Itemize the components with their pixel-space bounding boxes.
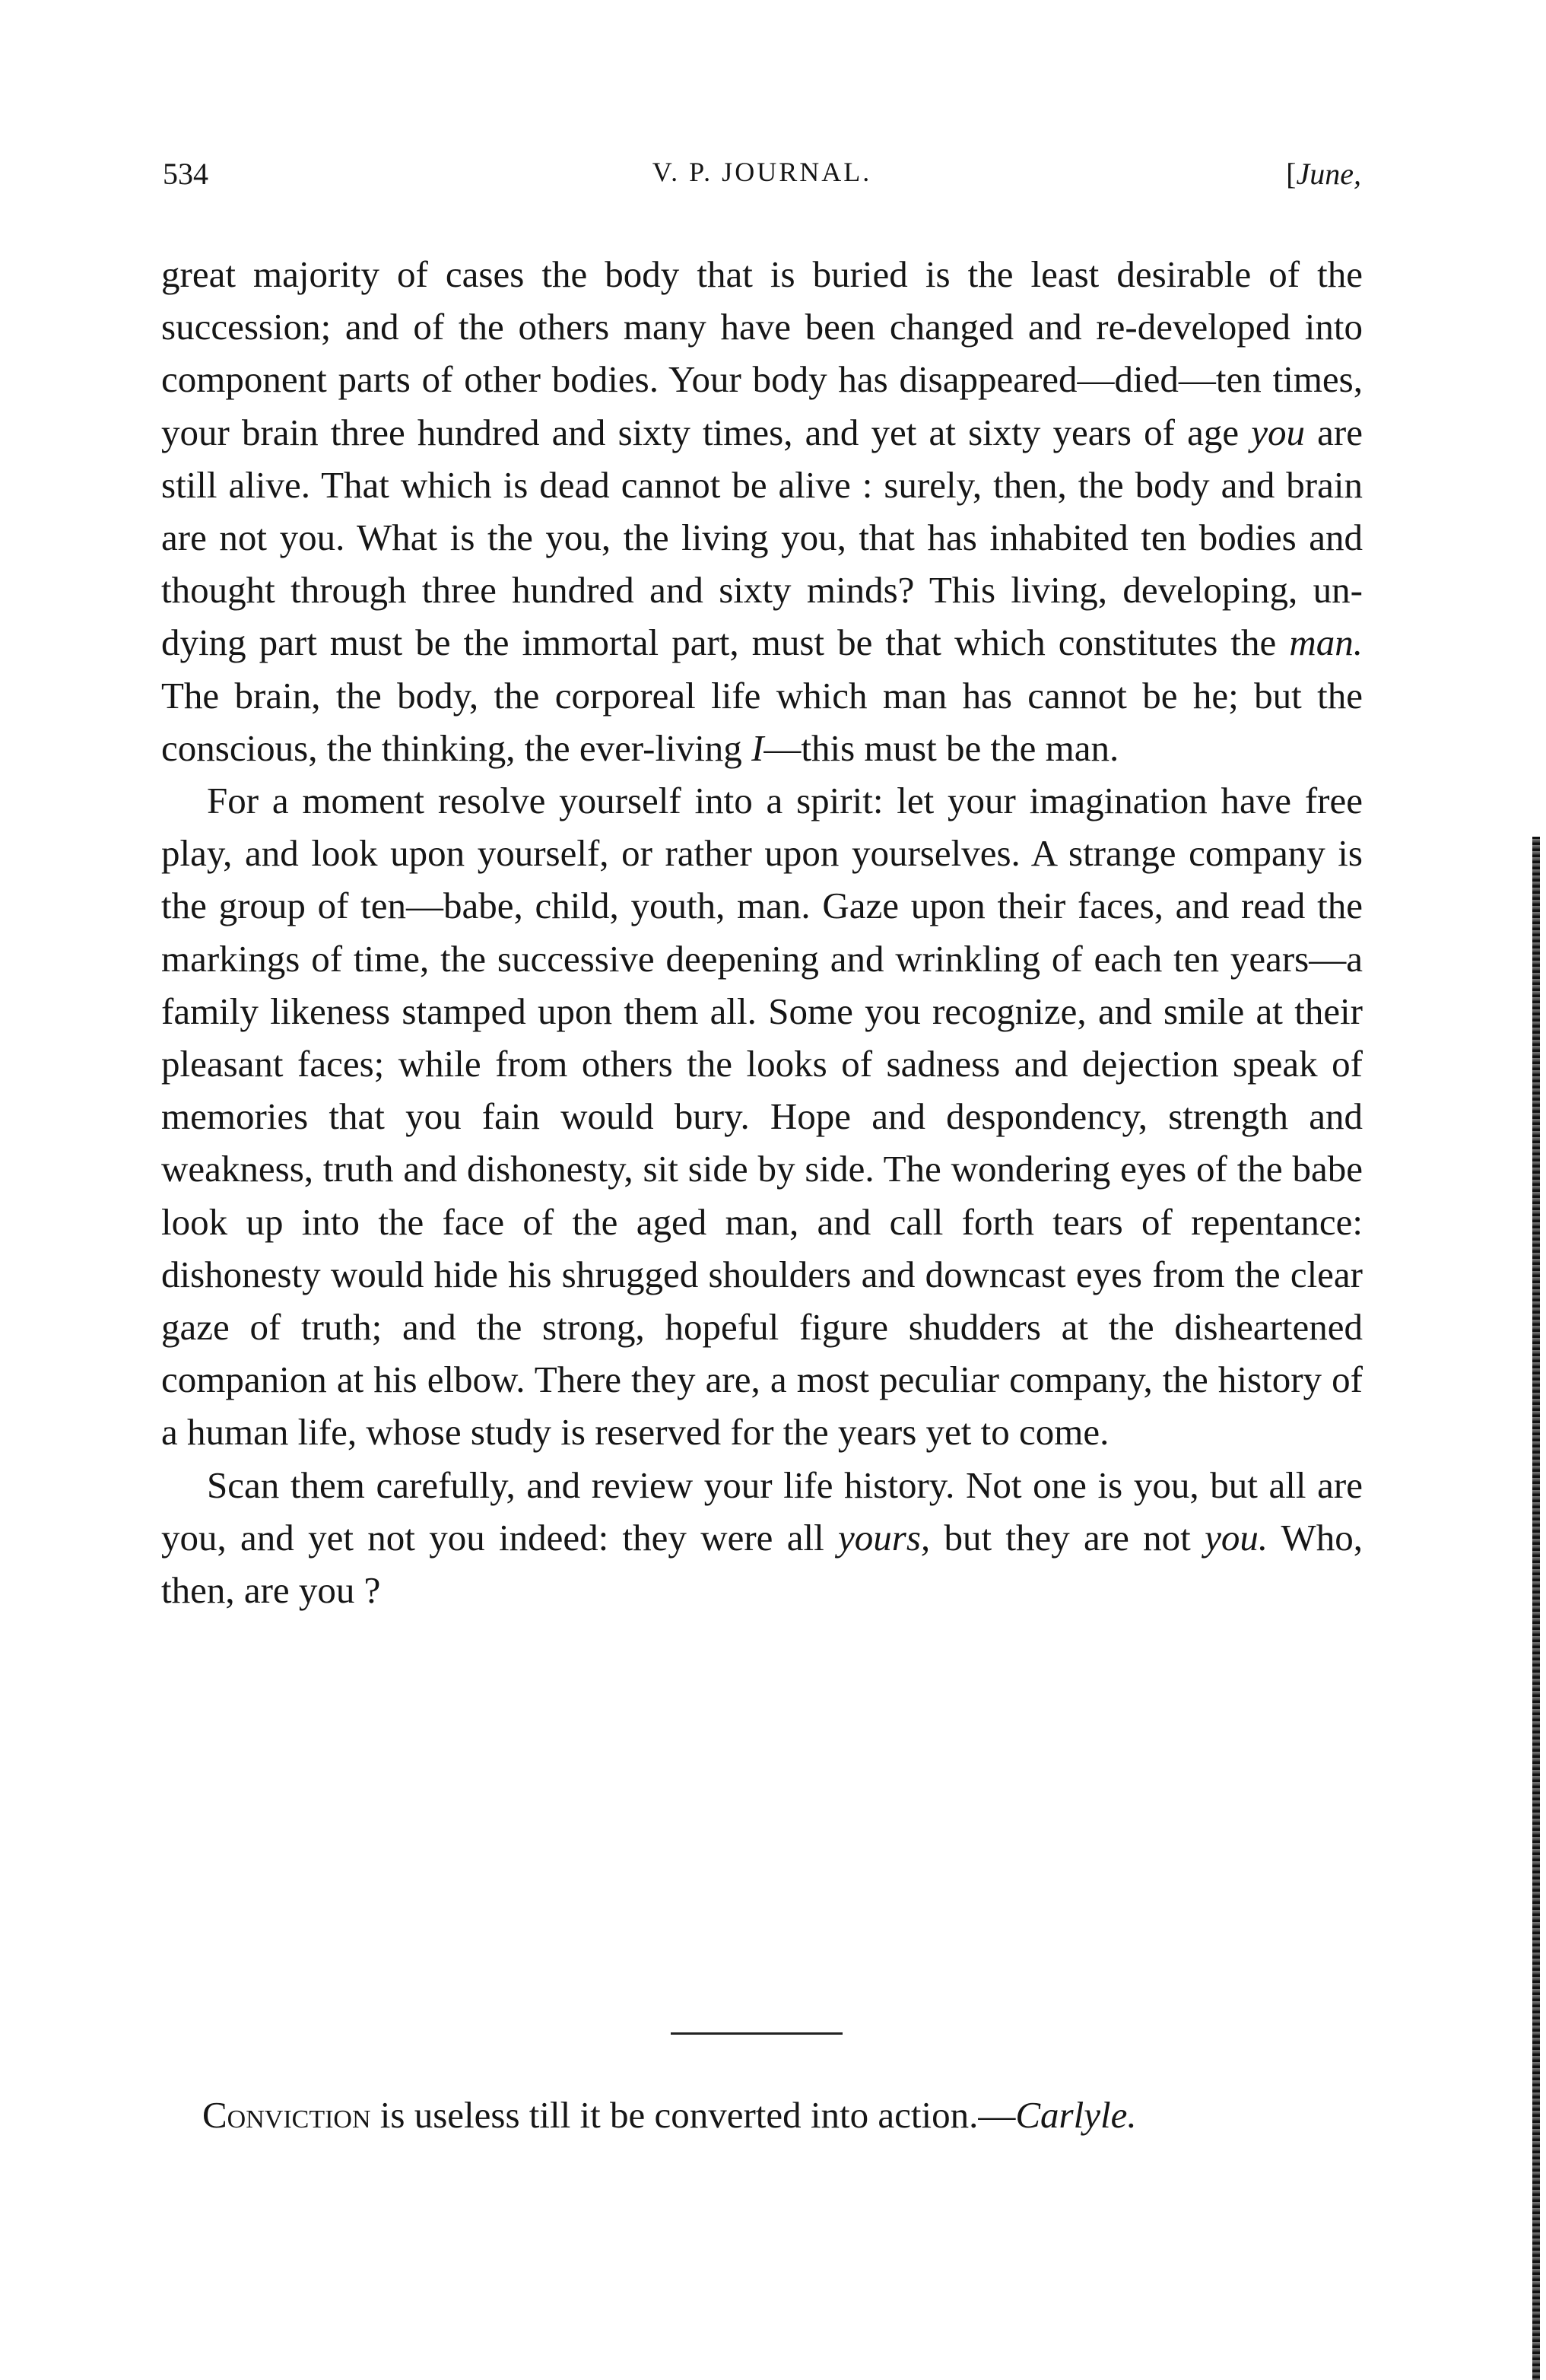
paragraph-1-emphasis-man: man.: [1289, 621, 1363, 664]
epigraph-author: Carlyle.: [1015, 2094, 1137, 2136]
paragraph-3-text-c: Who, then, are you ?: [161, 1516, 1363, 1612]
paragraph-2: For a moment resolve yourself into a spirit: let your imagination have free play, and look upon yourself, or rather upon yourselves. A strange company is the group of ten—babe, child, youth, man. Gaze upon their faces, and read the markings of time, the successive deepening and wrinkling of each ten years—a family likeness stamped upon them all. Some you recognize, and smile at their pleasant faces; while from others the looks of sadness and dejection speak of memories that you fain would bury. Hope and despondency, strength and weakness, truth and dishonesty, sit side by side. The wondering eyes of the babe look up into the face of the aged man, and call forth tears of repentance: dishonesty would hide his shrugged shoulders and downcast eyes from the clear gaze of truth; and the strong, hopeful figure shudders at the disheartened companion at his elbow. There they are, a most peculiar company, the history of a human life, whose study is reserved for the years yet to come.: [161, 780, 1363, 1454]
paragraph-3-emphasis-you: you.: [1205, 1516, 1268, 1559]
paragraph-1-text-c: The brain, the body, the corporeal life which man has cannot be he; but the conscious, the thinking, the ever-living: [161, 674, 1363, 769]
section-divider: [671, 2032, 843, 2035]
paragraph-1-emphasis-i: I: [751, 726, 764, 769]
paragraph-1-text-d: —this must be the man.: [763, 726, 1119, 769]
article-body: [161, 248, 1363, 1616]
paragraph-1-text-a: great majority of cases the body that is buried is the least desirable of the succession; and of the others many have been changed and re-developed into component parts of other bodies. Your body has disappeared—died—ten times, your brain three hundred and sixty times, and yet at sixty years of age: [161, 253, 1363, 453]
epigraph-quote: [202, 2089, 1373, 2141]
paragraph-1-emphasis-you: you: [1251, 411, 1305, 453]
paragraph-3-text-a: Scan them carefully, and review your life history. Not one is you, but all are you, and yet not you indeed: they were all: [161, 1463, 1363, 1559]
paragraph-3-emphasis-yours: yours,: [838, 1516, 931, 1559]
running-month: [1286, 156, 1361, 192]
scan-edge-shadow: [1532, 837, 1540, 2380]
paragraph-3-text-b: but they are not: [930, 1516, 1205, 1559]
epigraph-lead-word: Conviction: [202, 2094, 371, 2136]
page-number: 534: [163, 157, 208, 191]
epigraph-text: is useless till it be converted into action.—: [370, 2094, 1016, 2136]
paragraph-1-text-b: are still alive. That which is dead cannot be alive : surely, then, the body and brain are not you. What is the you, the living you, that has inhabited ten bodies and thought through three hundred and sixty minds? This living, developing, undying part must be the immortal part, must be that which constitutes the: [161, 411, 1363, 664]
running-month-text: June,: [1296, 157, 1361, 191]
paragraph-1: [161, 248, 1363, 774]
running-month-bracket: [: [1286, 157, 1297, 191]
page-header: [163, 156, 1361, 202]
paragraph-3: [161, 1459, 1363, 1617]
running-title: V. P. JOURNAL.: [652, 157, 872, 187]
